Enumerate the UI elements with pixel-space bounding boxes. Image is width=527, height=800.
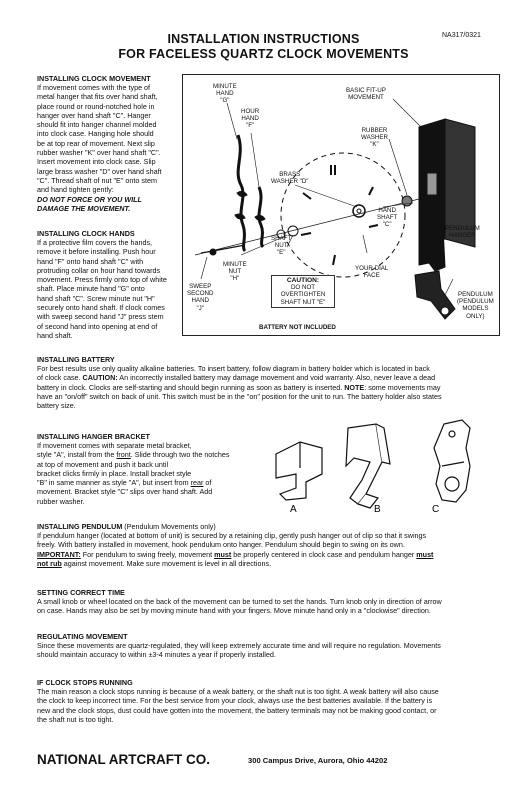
- title-line-1: INSTALLATION INSTRUCTIONS: [167, 32, 360, 46]
- battery-text: For best results use only quality alkaline batteries. To insert battery, follow diagram in battery holder which is located in back of clock case. CAUTION: An incorrectly installed battery may damage movement and void warranty. Also, never leave a dead battery in clock. Clocks are self-starting and should begin running as soon as battery is inserted. NOTE: some movements may have an "on/off" switch on back of unit. This switch must be in the "on" position for the unit to run. The battery holder also states battery size.: [37, 364, 442, 411]
- heading-hands: INSTALLING CLOCK HANDS: [37, 229, 135, 238]
- regulating-text: Since these movements are quartz-regulated, they will keep extremely accurate time and will require no regulation. Movements should maintain accuracy to within ±3-4 minutes a year if properly installed.: [37, 641, 441, 660]
- bracket-text: If movement comes with separate metal bracket, style "A", install from the front. Slide through two the notches at top of movement and push it back until bracket clicks firmly in place. Install bracket style "B" in same manner as style "A", but insert from rear of movement. Bracket style "C" slips over hand shaft. Add rubber washer.: [37, 441, 230, 506]
- pendulum-text: If pendulum hanger (located at bottom of unit) is secured by a retaining clip, gently push hanger out of clip so that it swings freely. With battery installed in movement, hook pendulum onto hanger. Pendulum should begin to swing on its own. IMPORTANT: For pendulum to swing freely, movement must be properly centered in clock case and pendulum hanger must not rub against movement. Make sure movement is level in all directions.: [37, 531, 434, 568]
- battery-not-included: BATTERY NOT INCLUDED: [259, 324, 336, 331]
- label-brass-washer: BRASS WASHER "D": [271, 171, 309, 186]
- heading-bracket: INSTALLING HANGER BRACKET: [37, 432, 150, 441]
- section-pendulum: [37, 522, 507, 568]
- section-hands: [37, 229, 187, 340]
- section-correct-time: [37, 588, 507, 616]
- correct-time-text: A small knob or wheel located on the back of the movement can be turned to set the hands. Turn knob only in direction of arrow on case. Hands may also be set by moving minute hand with your fingers. Move minute hand only in a "clockwise" direction.: [37, 597, 442, 616]
- label-hour-hand: HOUR HAND "F": [241, 108, 260, 130]
- document-code: NA317/0321: [442, 32, 481, 39]
- section-stops: [37, 678, 507, 724]
- label-sweep-second: SWEEP SECOND HAND "J": [187, 283, 214, 312]
- label-basic-fitup: BASIC FIT-UP MOVEMENT: [346, 87, 386, 102]
- label-pendulum-models: PENDULUM (PENDULUM MODELS ONLY): [457, 291, 494, 320]
- bracket-label-b: B: [374, 504, 381, 515]
- sweep-second-hand-shape: [201, 245, 245, 253]
- company-address: 300 Campus Drive, Aurora, Ohio 44202: [248, 756, 388, 765]
- assembly-diagram: [182, 74, 500, 336]
- label-hand-shaft: HAND SHAFT "C": [377, 207, 398, 229]
- bracket-b-shape: [346, 424, 390, 508]
- company-name: NATIONAL ARTCRAFT CO.: [37, 752, 210, 767]
- label-minute-hand: MINUTE HAND "G": [213, 83, 237, 105]
- bracket-label-c: C: [432, 504, 440, 515]
- section-battery: [37, 355, 507, 410]
- section-regulating: [37, 632, 507, 660]
- heading-correct-time: SETTING CORRECT TIME: [37, 588, 125, 597]
- bracket-label-a: A: [290, 504, 297, 515]
- heading-movement: INSTALLING CLOCK MOVEMENT: [37, 74, 151, 83]
- heading-pendulum: INSTALLING PENDULUM (Pendulum Movements only): [37, 522, 216, 531]
- bracket-c-shape: [434, 420, 470, 502]
- heading-stops: IF CLOCK STOPS RUNNING: [37, 678, 133, 687]
- label-dial-face: YOUR DIAL FACE: [355, 265, 389, 280]
- heading-battery: INSTALLING BATTERY: [37, 355, 115, 364]
- bracket-a-shape: [276, 442, 322, 500]
- label-shaft-nut: SHAFT NUT "E": [271, 235, 292, 257]
- label-minute-nut: MINUTE NUT "H": [223, 261, 247, 283]
- label-pendulum-hanger: PENDULUM HANGER: [445, 225, 480, 240]
- assembly-drawing: [183, 75, 499, 335]
- bracket-drawings: [266, 418, 496, 518]
- caution-box: CAUTION: DO NOT OVERTIGHTEN SHAFT NUT "E": [271, 275, 335, 308]
- heading-regulating: REGULATING MOVEMENT: [37, 632, 128, 641]
- hands-text: If a protective film covers the hands, remove it before installing. Push hour hand "F" onto hand shaft "C" with protruding collar on hour hand towards movement. Press firmly onto top of white shaft. Place minute hand "G" onto hand shaft "C". Screw minute nut "H" securely onto hand shaft. If clock comes with sweep second hand "J" press stem of second hand into opening at end of hand shaft.: [37, 238, 167, 340]
- pendulum-hanger-shape: [419, 227, 445, 271]
- stops-text: The main reason a clock stops running is because of a weak battery, or the shaft nut is too tight. A weak battery will also cause the clock to keep incorrect time. For the best service from your clock, always use the best batteries available. If the battery is new and the clock stops, dust could have gotten into the movement, the battery terminals may not be making good contact, or the shaft nut is too tight.: [37, 687, 439, 724]
- section-movement: [37, 74, 185, 213]
- label-rubber-washer: RUBBER WASHER "K": [361, 127, 388, 149]
- section-bracket: [37, 432, 267, 506]
- title-line-2: FOR FACELESS QUARTZ CLOCK MOVEMENTS: [118, 47, 409, 61]
- movement-text: If movement comes with the type of metal hanger that fits over hand shaft, place round or round-notched hole in hanger over hand shaft "C". Hanger should fit into hanger channel molded into clock case. Hanging hole should be at top rear of movement. Next slip rubber washer "K" over hand shaft "C". Insert movement into clock case. Slip large brass washer "D" over hand shaft "C". Thread shaft of nut "E" onto stem and hand tighten gently: DO NOT FORCE OR YOU WILL DAMAGE THE MOVEMENT.: [37, 83, 162, 213]
